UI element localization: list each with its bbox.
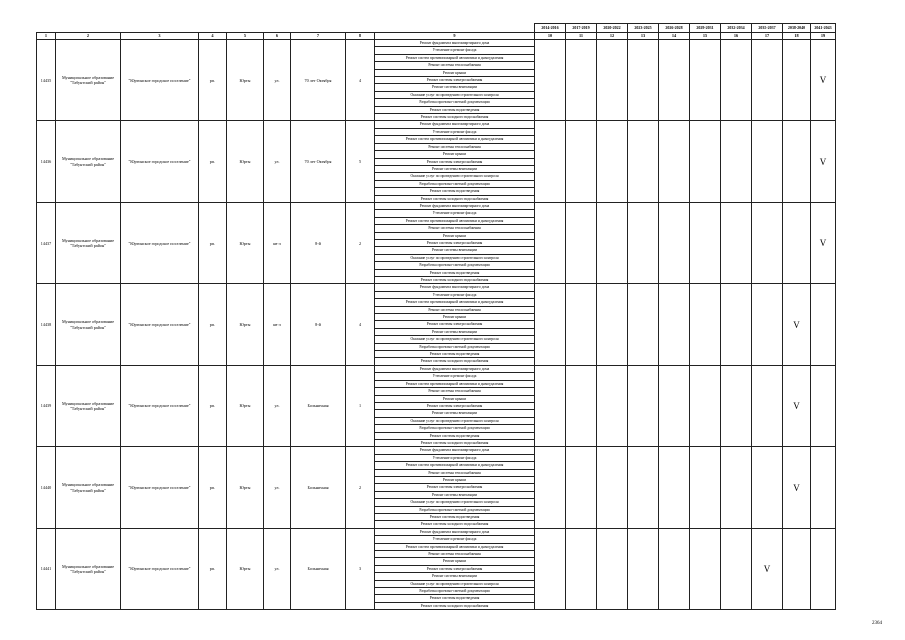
row-settlement-type-cell: рп.	[199, 202, 227, 283]
row-settlement-cell: "Юртинское городское поселение"	[121, 284, 199, 365]
year-header-cell: 2035-2037	[752, 24, 783, 33]
work-type-cell: Ремонт системы вентиляции	[375, 84, 535, 91]
column-number-cell: 17	[752, 33, 783, 40]
column-number-cell: 2	[56, 33, 121, 40]
row-locality-cell: Юрты	[227, 447, 264, 528]
work-type-cell: Ремонт системы водоотведения	[375, 188, 535, 195]
period-cell	[690, 284, 721, 365]
work-type-cell: Ремонт систем противопожарной автоматики и дымоудаления	[375, 54, 535, 61]
row-municipality-cell: Муниципальное образование "Табунтский район"	[56, 528, 121, 609]
period-cell	[566, 365, 597, 446]
work-type-cell: Оказание услуг по проведению строительного контроля	[375, 417, 535, 424]
work-type-cell: Ремонт системы вентиляции	[375, 573, 535, 580]
row-id-cell: 14440	[37, 447, 56, 528]
work-type-cell: Оказание услуг по проведению строительного контроля	[375, 173, 535, 180]
period-cell	[783, 528, 811, 609]
work-type-cell: Разработка проектно-сметной документации	[375, 588, 535, 595]
work-type-cell: Утепление и ремонт фасада	[375, 47, 535, 54]
row-municipality-cell: Муниципальное образование "Табунтский район"	[56, 284, 121, 365]
column-number-cell: 8	[346, 33, 375, 40]
period-cell	[721, 365, 752, 446]
row-street-type-cell: ул.	[264, 40, 291, 121]
year-header-cell: 2026-2028	[659, 24, 690, 33]
row-settlement-type-cell: рп.	[199, 284, 227, 365]
period-cell	[566, 447, 597, 528]
work-type-cell: Ремонт системы вентиляции	[375, 328, 535, 335]
row-locality-cell: Юрты	[227, 121, 264, 202]
period-cell	[690, 528, 721, 609]
year-header-cell: 2020-2022	[597, 24, 628, 33]
period-cell	[566, 528, 597, 609]
header-blank-cell	[227, 24, 264, 33]
column-number-cell: 10	[535, 33, 566, 40]
work-type-cell: Ремонт системы вентиляции	[375, 410, 535, 417]
completion-mark: V	[752, 528, 783, 609]
work-type-cell: Утепление и ремонт фасада	[375, 210, 535, 217]
header-blank-cell	[199, 24, 227, 33]
work-row	[37, 202, 836, 209]
period-cell	[628, 121, 659, 202]
year-header-cell: 2014-2016	[535, 24, 566, 33]
period-cell	[811, 528, 836, 609]
work-type-cell: Ремонт крыши	[375, 558, 535, 565]
period-cell	[597, 365, 628, 446]
header-blank-cell	[264, 24, 291, 33]
period-cell	[597, 40, 628, 121]
period-cell	[535, 447, 566, 528]
work-type-cell: Ремонт фундамента многоквартирного дома	[375, 202, 535, 209]
work-type-cell: Разработка проектно-сметной документации	[375, 506, 535, 513]
row-settlement-cell: "Юртинское городское поселение"	[121, 365, 199, 446]
work-type-cell: Ремонт системы холодного водоснабжения	[375, 602, 535, 609]
column-number-cell: 16	[721, 33, 752, 40]
period-cell	[628, 40, 659, 121]
row-street-cell: 70 лет Октября	[291, 40, 346, 121]
work-type-cell: Разработка проектно-сметной документации	[375, 425, 535, 432]
period-cell	[721, 40, 752, 121]
work-type-cell: Ремонт фундамента многоквартирного дома	[375, 528, 535, 535]
period-cell	[628, 284, 659, 365]
work-type-cell: Ремонт системы теплоснабжения	[375, 551, 535, 558]
period-cell	[783, 121, 811, 202]
work-type-cell: Ремонт фундамента многоквартирного дома	[375, 365, 535, 372]
period-cell	[659, 365, 690, 446]
work-type-cell: Ремонт системы водоотведения	[375, 269, 535, 276]
period-cell	[535, 121, 566, 202]
work-row	[37, 121, 836, 128]
row-street-cell: Больничная	[291, 447, 346, 528]
work-type-cell: Ремонт системы холодного водоснабжения	[375, 521, 535, 528]
row-municipality-cell: Муниципальное образование "Табунтский район"	[56, 40, 121, 121]
work-type-cell: Оказание услуг по проведению строительного контроля	[375, 499, 535, 506]
work-type-cell: Оказание услуг по проведению строительного контроля	[375, 254, 535, 261]
row-house-cell: 2	[346, 447, 375, 528]
work-type-cell: Ремонт системы электроснабжения	[375, 239, 535, 246]
period-cell	[752, 40, 783, 121]
period-cell	[783, 40, 811, 121]
work-type-cell: Утепление и ремонт фасада	[375, 291, 535, 298]
row-settlement-cell: "Юртинское городское поселение"	[121, 121, 199, 202]
period-cell	[535, 365, 566, 446]
row-locality-cell: Юрты	[227, 202, 264, 283]
work-type-cell: Ремонт систем противопожарной автоматики и дымоудаления	[375, 380, 535, 387]
row-locality-cell: Юрты	[227, 40, 264, 121]
work-type-cell: Ремонт системы вентиляции	[375, 491, 535, 498]
work-type-cell: Ремонт системы холодного водоснабжения	[375, 439, 535, 446]
row-street-cell: 70 лет Октября	[291, 121, 346, 202]
header-blank-cell	[346, 24, 375, 33]
row-id-cell: 14441	[37, 528, 56, 609]
row-id-cell: 14438	[37, 284, 56, 365]
row-house-cell: 4	[346, 284, 375, 365]
row-settlement-cell: "Юртинское городское поселение"	[121, 202, 199, 283]
completion-mark: V	[811, 121, 836, 202]
row-municipality-cell: Муниципальное образование "Табунтский район"	[56, 121, 121, 202]
period-cell	[566, 40, 597, 121]
row-house-cell: 2	[346, 202, 375, 283]
work-row	[37, 365, 836, 372]
work-type-cell: Оказание услуг по проведению строительного контроля	[375, 336, 535, 343]
completion-mark: V	[783, 447, 811, 528]
period-cell	[566, 202, 597, 283]
document-table-area	[36, 23, 835, 610]
work-type-cell: Ремонт крыши	[375, 232, 535, 239]
work-type-cell: Ремонт системы теплоснабжения	[375, 62, 535, 69]
work-type-cell: Ремонт системы водоотведения	[375, 595, 535, 602]
work-type-cell: Утепление и ремонт фасада	[375, 536, 535, 543]
column-number-cell: 11	[566, 33, 597, 40]
work-type-cell: Ремонт системы электроснабжения	[375, 158, 535, 165]
row-street-cell: Больничная	[291, 365, 346, 446]
work-type-cell: Ремонт фундамента многоквартирного дома	[375, 447, 535, 454]
work-type-cell: Ремонт системы вентиляции	[375, 165, 535, 172]
work-type-cell: Оказание услуг по проведению строительного контроля	[375, 580, 535, 587]
period-cell	[721, 528, 752, 609]
work-type-cell: Утепление и ремонт фасада	[375, 373, 535, 380]
work-type-cell: Ремонт системы водоотведения	[375, 514, 535, 521]
completion-mark: V	[783, 284, 811, 365]
work-type-cell: Ремонт систем противопожарной автоматики и дымоудаления	[375, 462, 535, 469]
work-type-cell: Ремонт системы теплоснабжения	[375, 143, 535, 150]
work-type-cell: Ремонт систем противопожарной автоматики и дымоудаления	[375, 217, 535, 224]
year-header-cell: 2032-2034	[721, 24, 752, 33]
header-blank-cell	[121, 24, 199, 33]
column-number-cell: 9	[375, 33, 535, 40]
work-type-cell: Утепление и ремонт фасада	[375, 454, 535, 461]
row-id-cell: 14437	[37, 202, 56, 283]
column-number-cell: 12	[597, 33, 628, 40]
row-house-cell: 1	[346, 365, 375, 446]
period-cell	[721, 202, 752, 283]
work-type-cell: Ремонт систем противопожарной автоматики и дымоудаления	[375, 299, 535, 306]
work-type-cell: Ремонт системы холодного водоснабжения	[375, 358, 535, 365]
row-settlement-type-cell: рп.	[199, 365, 227, 446]
work-type-cell: Ремонт системы электроснабжения	[375, 77, 535, 84]
work-type-cell: Ремонт системы водоотведения	[375, 432, 535, 439]
period-cell	[811, 284, 836, 365]
header-blank-cell	[291, 24, 346, 33]
period-cell	[659, 284, 690, 365]
column-number-cell: 4	[199, 33, 227, 40]
work-type-cell: Утепление и ремонт фасада	[375, 128, 535, 135]
work-row	[37, 447, 836, 454]
row-settlement-type-cell: рп.	[199, 447, 227, 528]
period-cell	[752, 284, 783, 365]
work-type-cell: Ремонт крыши	[375, 151, 535, 158]
period-cell	[690, 121, 721, 202]
work-type-cell: Ремонт системы холодного водоснабжения	[375, 114, 535, 121]
period-cell	[690, 40, 721, 121]
header-blank-cell	[56, 24, 121, 33]
period-cell	[566, 121, 597, 202]
period-cell	[752, 447, 783, 528]
period-cell	[597, 202, 628, 283]
year-header-row	[37, 24, 836, 33]
row-settlement-cell: "Юртинское городское поселение"	[121, 447, 199, 528]
column-number-cell: 1	[37, 33, 56, 40]
completion-mark: V	[811, 40, 836, 121]
row-locality-cell: Юрты	[227, 528, 264, 609]
period-cell	[566, 284, 597, 365]
work-type-cell: Ремонт системы вентиляции	[375, 247, 535, 254]
period-cell	[628, 528, 659, 609]
period-cell	[752, 202, 783, 283]
year-header-cell: 2038-2040	[783, 24, 811, 33]
period-cell	[690, 365, 721, 446]
period-cell	[535, 284, 566, 365]
work-type-cell: Ремонт системы теплоснабжения	[375, 388, 535, 395]
period-cell	[597, 528, 628, 609]
header-blank-cell	[375, 24, 535, 33]
row-id-cell: 14435	[37, 40, 56, 121]
work-type-cell: Ремонт системы электроснабжения	[375, 565, 535, 572]
column-number-cell: 3	[121, 33, 199, 40]
year-header-cell: 2029-2031	[690, 24, 721, 33]
page-number: 2364	[872, 621, 882, 626]
period-cell	[721, 284, 752, 365]
period-cell	[597, 121, 628, 202]
period-cell	[535, 202, 566, 283]
period-cell	[783, 202, 811, 283]
column-number-cell: 18	[783, 33, 811, 40]
row-street-type-cell: кв-л	[264, 202, 291, 283]
work-type-cell: Ремонт фундамента многоквартирного дома	[375, 40, 535, 47]
period-cell	[752, 365, 783, 446]
period-cell	[659, 121, 690, 202]
work-type-cell: Разработка проектно-сметной документации	[375, 180, 535, 187]
year-header-cell: 2017-2019	[566, 24, 597, 33]
work-type-cell: Ремонт системы холодного водоснабжения	[375, 195, 535, 202]
period-cell	[811, 365, 836, 446]
work-type-cell: Ремонт фундамента многоквартирного дома	[375, 284, 535, 291]
row-house-cell: 3	[346, 528, 375, 609]
work-type-cell: Ремонт системы теплоснабжения	[375, 225, 535, 232]
period-cell	[535, 528, 566, 609]
row-settlement-type-cell: рп.	[199, 121, 227, 202]
column-number-cell: 6	[264, 33, 291, 40]
work-type-cell: Ремонт системы водоотведения	[375, 106, 535, 113]
completion-mark: V	[811, 202, 836, 283]
period-cell	[690, 447, 721, 528]
period-cell	[628, 202, 659, 283]
completion-mark: V	[783, 365, 811, 446]
period-cell	[752, 121, 783, 202]
work-row	[37, 284, 836, 291]
work-type-cell: Разработка проектно-сметной документации	[375, 99, 535, 106]
period-cell	[811, 447, 836, 528]
row-municipality-cell: Муниципальное образование "Табунтский район"	[56, 202, 121, 283]
row-id-cell: 14439	[37, 365, 56, 446]
work-row	[37, 40, 836, 47]
work-type-cell: Ремонт крыши	[375, 69, 535, 76]
column-number-cell: 14	[659, 33, 690, 40]
row-locality-cell: Юрты	[227, 284, 264, 365]
row-settlement-type-cell: рп.	[199, 40, 227, 121]
work-type-cell: Ремонт фундамента многоквартирного дома	[375, 121, 535, 128]
work-type-cell: Ремонт системы теплоснабжения	[375, 306, 535, 313]
work-type-cell: Ремонт системы электроснабжения	[375, 484, 535, 491]
year-header-cell: 2023-2025	[628, 24, 659, 33]
work-type-cell: Ремонт системы электроснабжения	[375, 402, 535, 409]
row-settlement-cell: "Юртинское городское поселение"	[121, 528, 199, 609]
period-cell	[659, 202, 690, 283]
row-street-cell: Больничная	[291, 528, 346, 609]
work-type-cell: Ремонт систем противопожарной автоматики и дымоудаления	[375, 136, 535, 143]
row-street-type-cell: кв-л	[264, 284, 291, 365]
period-cell	[659, 447, 690, 528]
column-number-cell: 13	[628, 33, 659, 40]
period-cell	[597, 284, 628, 365]
year-header-cell: 2041-2043	[811, 24, 836, 33]
period-cell	[659, 528, 690, 609]
work-type-cell: Ремонт систем противопожарной автоматики и дымоудаления	[375, 543, 535, 550]
work-type-cell: Ремонт системы водоотведения	[375, 351, 535, 358]
row-street-type-cell: ул.	[264, 447, 291, 528]
period-cell	[721, 121, 752, 202]
work-row	[37, 528, 836, 535]
row-id-cell: 14436	[37, 121, 56, 202]
row-municipality-cell: Муниципальное образование "Табунтский район"	[56, 365, 121, 446]
period-cell	[535, 40, 566, 121]
work-type-cell: Разработка проектно-сметной документации	[375, 343, 535, 350]
row-street-type-cell: ул.	[264, 121, 291, 202]
period-cell	[659, 40, 690, 121]
work-type-cell: Ремонт системы теплоснабжения	[375, 469, 535, 476]
period-cell	[628, 447, 659, 528]
header-blank-cell	[37, 24, 56, 33]
work-type-cell: Ремонт крыши	[375, 314, 535, 321]
work-type-cell: Ремонт системы электроснабжения	[375, 321, 535, 328]
work-type-cell: Разработка проектно-сметной документации	[375, 262, 535, 269]
row-settlement-type-cell: рп.	[199, 528, 227, 609]
work-type-cell: Оказание услуг по проведению строительного контроля	[375, 91, 535, 98]
row-house-cell: 4	[346, 40, 375, 121]
period-cell	[721, 447, 752, 528]
row-locality-cell: Юрты	[227, 365, 264, 446]
row-house-cell: 5	[346, 121, 375, 202]
work-type-cell: Ремонт крыши	[375, 476, 535, 483]
column-number-cell: 7	[291, 33, 346, 40]
row-street-type-cell: ул.	[264, 528, 291, 609]
column-number-cell: 19	[811, 33, 836, 40]
column-number-cell: 5	[227, 33, 264, 40]
repair-schedule-table	[36, 23, 836, 610]
column-number-cell: 15	[690, 33, 721, 40]
row-street-cell: 8-й	[291, 284, 346, 365]
row-street-type-cell: ул.	[264, 365, 291, 446]
period-cell	[690, 202, 721, 283]
row-municipality-cell: Муниципальное образование "Табунтский район"	[56, 447, 121, 528]
column-number-row	[37, 33, 836, 40]
period-cell	[597, 447, 628, 528]
row-street-cell: 8-й	[291, 202, 346, 283]
period-cell	[628, 365, 659, 446]
row-settlement-cell: "Юртинское городское поселение"	[121, 40, 199, 121]
work-type-cell: Ремонт системы холодного водоснабжения	[375, 277, 535, 284]
work-type-cell: Ремонт крыши	[375, 395, 535, 402]
